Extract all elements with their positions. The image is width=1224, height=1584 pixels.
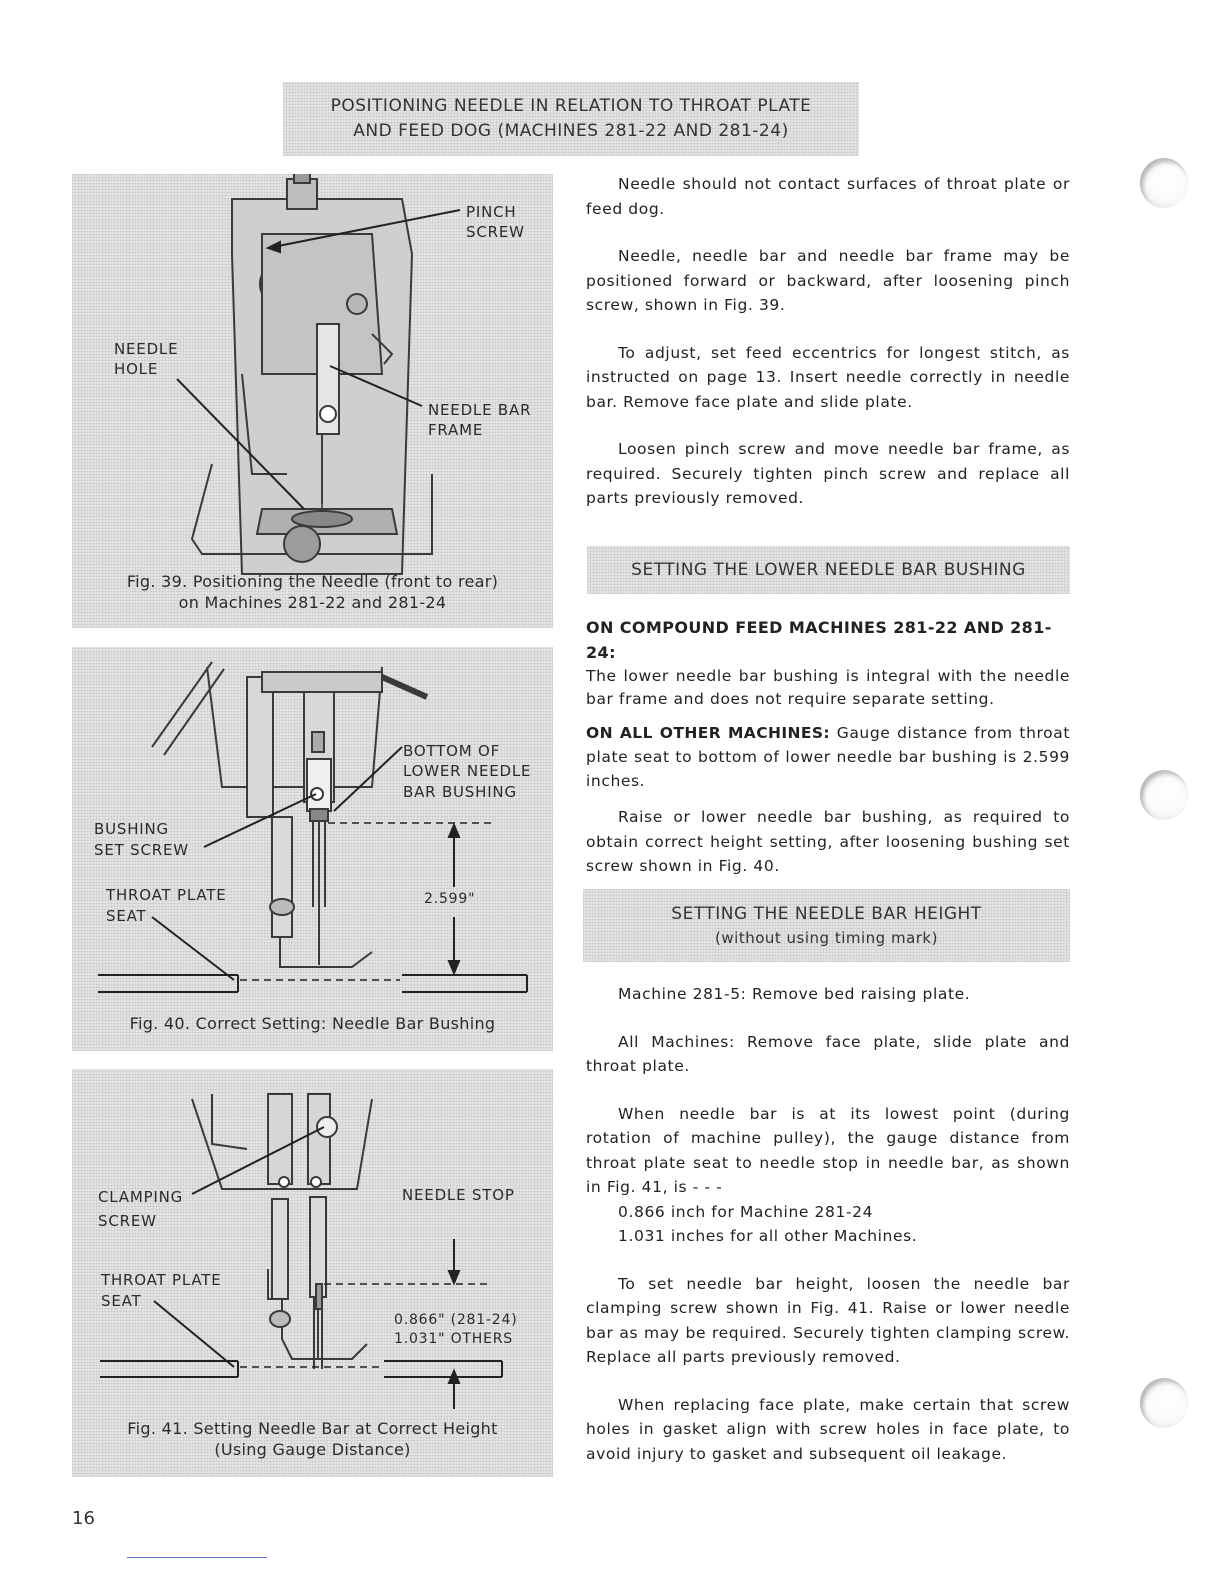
figure-41-caption-line-1: Fig. 41. Setting Needle Bar at Correct Height bbox=[127, 1419, 498, 1438]
paragraph: When replacing face plate, make certain that screw holes in gasket align with screw holes in face plate, to avoid injury to gasket and subsequent oil leakage. bbox=[586, 1395, 1070, 1463]
label-pinch-screw-1: PINCH bbox=[466, 203, 517, 221]
label-needle-hole-1: NEEDLE bbox=[114, 340, 179, 358]
binder-hole bbox=[1140, 770, 1188, 820]
paragraph: Needle, needle bar and needle bar frame may be positioned forward or backward, after loosening pinch screw, shown in Fig. 39. bbox=[586, 247, 1070, 314]
label-bottom-of-lower-needle-bar-bushing-1: BOTTOM OF bbox=[403, 742, 501, 760]
figure-41 bbox=[72, 1069, 553, 1477]
figure-39-caption-line-2: on Machines 281-22 and 281-24 bbox=[178, 593, 447, 612]
label-throat-plate-seat-2: SEAT bbox=[106, 907, 147, 925]
label-needle-stop: NEEDLE STOP bbox=[402, 1186, 515, 1204]
section-needle-bar-height-text bbox=[586, 982, 1070, 1466]
label-dimension-1031: 1.031" OTHERS bbox=[394, 1331, 513, 1347]
paragraph: To adjust, set feed eccentrics for longest stitch, as instructed on page 13. Insert needle correctly in needle bar. Remove face plate and slide plate. bbox=[586, 343, 1070, 411]
page-title-line-2: AND FEED DOG (MACHINES 281-22 AND 281-24) bbox=[353, 121, 789, 141]
label-needle-hole-2: HOLE bbox=[114, 360, 159, 378]
paragraph: The lower needle bar bushing is integral with the needle bar frame and does not require separate setting. bbox=[586, 667, 1070, 708]
binder-hole bbox=[1140, 158, 1188, 208]
page-number: 16 bbox=[72, 1508, 95, 1529]
footer-rule bbox=[127, 1557, 267, 1558]
label-bushing-set-screw-2: SET SCREW bbox=[94, 841, 189, 859]
section-bushing-text bbox=[586, 616, 1070, 879]
label-bushing-set-screw-1: BUSHING bbox=[94, 820, 169, 838]
gauge-distance-281-24: 0.866 inch for Machine 281-24 bbox=[618, 1202, 874, 1221]
paragraph bbox=[586, 721, 1070, 793]
label-throat-plate-seat-2: SEAT bbox=[101, 1292, 142, 1310]
gauge-distance-others: 1.031 inches for all other Machines. bbox=[618, 1227, 918, 1245]
paragraph: Loosen pinch screw and move needle bar frame, as required. Securely tighten pinch screw and replace all parts previously removed. bbox=[586, 440, 1070, 507]
label-bottom-of-lower-needle-bar-bushing-2: LOWER NEEDLE bbox=[403, 762, 532, 780]
label-throat-plate-seat-1: THROAT PLATE bbox=[101, 1271, 222, 1289]
section-banner-needle-bar-height bbox=[583, 889, 1070, 962]
banner-subtitle: (without using timing mark) bbox=[715, 929, 938, 947]
label-clamping-screw-2: SCREW bbox=[98, 1212, 157, 1230]
label-needle-bar-frame-2: FRAME bbox=[428, 421, 484, 439]
figure-39 bbox=[72, 174, 553, 628]
figure-40 bbox=[72, 647, 553, 1051]
banner-title: SETTING THE NEEDLE BAR HEIGHT bbox=[671, 904, 982, 924]
figure-39-caption-line-1: Fig. 39. Positioning the Needle (front to rear) bbox=[126, 572, 499, 591]
all-other-machines-text: Gauge distance from throat plate seat to bottom of lower needle bar bushing is 2.599 inches. bbox=[586, 724, 1070, 790]
label-pinch-screw-2: SCREW bbox=[466, 223, 525, 241]
all-other-machines-heading: ON ALL OTHER MACHINES: bbox=[586, 724, 831, 742]
label-dimension-0866: 0.866" (281-24) bbox=[394, 1312, 518, 1328]
paragraph: Raise or lower needle bar bushing, as required to obtain correct height setting, after loosening bushing set screw shown in Fig. 40. bbox=[586, 808, 1070, 875]
paragraph: When needle bar is at its lowest point (during rotation of machine pulley), the gauge distance from throat plate seat to needle stop in needle bar, as shown in Fig. 41, is - - - bbox=[586, 1104, 1070, 1196]
section-positioning-text bbox=[586, 172, 1070, 511]
paragraph: Needle should not contact surfaces of throat plate or feed dog. bbox=[586, 175, 1070, 218]
paragraph: All Machines: Remove face plate, slide plate and throat plate. bbox=[586, 1032, 1070, 1075]
gauge-distance-list bbox=[586, 1200, 1070, 1249]
paragraph: To set needle bar height, loosen the needle bar clamping screw shown in Fig. 41. Raise or lower needle bar as may be required. Securely tighten clamping screw. Replace all parts previously removed. bbox=[586, 1274, 1070, 1366]
label-clamping-screw-1: CLAMPING bbox=[98, 1188, 184, 1206]
label-dimension-2599: 2.599" bbox=[424, 891, 476, 907]
page-title-line-1: POSITIONING NEEDLE IN RELATION TO THROAT PLATE bbox=[330, 96, 812, 116]
figure-41-caption-line-2: (Using Gauge Distance) bbox=[214, 1440, 411, 1459]
section-banner-bushing: SETTING THE LOWER NEEDLE BAR BUSHING bbox=[587, 546, 1070, 594]
page-title-banner bbox=[283, 82, 859, 156]
binder-hole bbox=[1140, 1378, 1188, 1428]
label-throat-plate-seat-1: THROAT PLATE bbox=[106, 886, 227, 904]
label-needle-bar-frame-1: NEEDLE BAR bbox=[428, 401, 532, 419]
paragraph: Machine 281-5: Remove bed raising plate. bbox=[618, 985, 971, 1003]
compound-feed-heading: ON COMPOUND FEED MACHINES 281-22 AND 281-24: bbox=[586, 618, 1052, 662]
label-bottom-of-lower-needle-bar-bushing-3: BAR BUSHING bbox=[403, 783, 517, 801]
figure-40-caption: Fig. 40. Correct Setting: Needle Bar Bushing bbox=[129, 1014, 496, 1033]
